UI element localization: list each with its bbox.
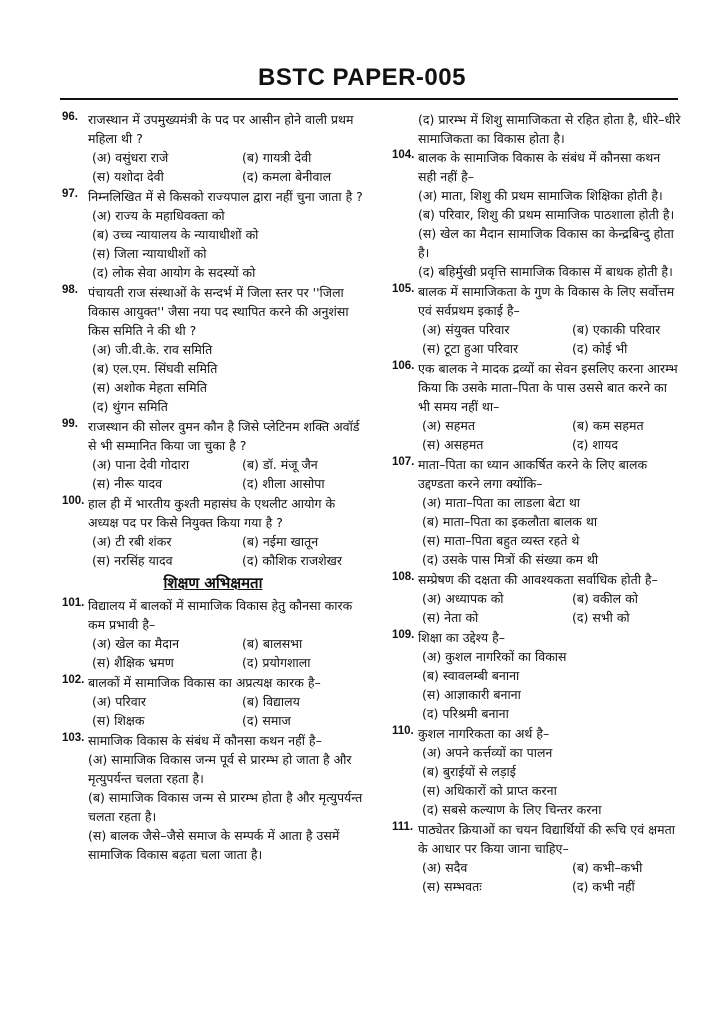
question-text: बालक के सामाजिक विकास के संबंध में कौनसा कथन सही नहीं है– — [418, 150, 661, 184]
question-106 — [392, 359, 682, 454]
question-number: 105. — [392, 283, 415, 295]
option-d: (द) थुंगन समिति — [92, 399, 168, 414]
question-text: एक बालक ने मादक द्रव्यों का सेवन इसलिए करना आरम्भ किया कि उसके माता–पिता के पास उससे बात करने का भी समय नहीं था– — [418, 361, 678, 414]
option-d: (द) शीला आसोपा — [242, 476, 325, 491]
question-number: 100. — [62, 495, 85, 507]
option-c: (स) खेल का मैदान सामाजिक विकास का केन्द्रबिन्दु होता है। — [418, 226, 674, 260]
option-c: (स) नरसिंह यादव — [92, 553, 173, 568]
option-c: (स) यशोदा देवी — [92, 169, 164, 184]
question-text: सामाजिक विकास के संबंध में कौनसा कथन नहीं है– — [88, 733, 322, 748]
option-d: (द) बहिर्मुखी प्रवृत्ति सामाजिक विकास में बाधक होती है। — [418, 264, 673, 279]
option-b: (ब) विद्यालय — [242, 694, 300, 709]
question-text: बालक में सामाजिकता के गुण के विकास के लिए सर्वोत्तम एवं सर्वप्रथम इकाई है– — [418, 284, 675, 318]
page-title: BSTC PAPER-005 — [258, 64, 466, 91]
question-number: 102. — [62, 674, 85, 686]
option-b: (ब) उच्च न्यायालय के न्यायाधीशों को — [92, 227, 259, 242]
option-b: (ब) गायत्री देवी — [242, 150, 312, 165]
question-110 — [392, 724, 682, 819]
option-d: (द) सबसे कल्याण के लिए चिन्तर करना — [422, 802, 602, 817]
question-111 — [392, 820, 682, 896]
question-number: 98. — [62, 284, 78, 296]
option-c: (स) सम्भवतः — [422, 879, 482, 894]
question-97 — [62, 187, 364, 282]
question-text: माता–पिता का ध्यान आकर्षित करने के लिए बालक उद्दण्डता करने लगा क्योंकि– — [418, 457, 648, 491]
option-a: (अ) कुशल नागरिकों का विकास — [422, 649, 567, 664]
option-d: (द) कभी नहीं — [572, 879, 635, 894]
question-text: निम्नलिखित में से किसको राज्यपाल द्वारा नहीं चुना जाता है ? — [88, 189, 363, 204]
option-d: (द) शायद — [572, 437, 618, 452]
option-b: (ब) माता–पिता का इकलौता बालक था — [422, 514, 598, 529]
option-b: (ब) कम सहमत — [572, 418, 644, 433]
option-c: (स) बालक जैसे–जैसे समाज के सम्पर्क में आता है उसमें सामाजिक विकास बढ़ता चला जाता है। — [88, 828, 340, 862]
question-101 — [62, 596, 364, 672]
option-b: (ब) बुराईयों से लड़ाई — [422, 764, 516, 779]
option-b: (ब) बालसभा — [242, 636, 303, 651]
option-a: (अ) सदैव — [422, 860, 468, 875]
question-number: 104. — [392, 149, 415, 161]
section-heading: शिक्षण अभिक्षमता — [163, 574, 263, 592]
option-d: (द) कोई भी — [572, 341, 628, 356]
option-c: (स) जिला न्यायाधीशों को — [92, 246, 207, 261]
option-b: (ब) नईमा खातून — [242, 534, 319, 549]
option-a: (अ) वसुंधरा राजे — [92, 150, 169, 165]
option-d: (द) समाज — [242, 713, 291, 728]
option-a: (अ) अपने कर्त्तव्यों का पालन — [422, 745, 553, 760]
question-105 — [392, 282, 682, 358]
question-number: 109. — [392, 629, 415, 641]
option-a: (अ) जी.वी.के. राव समिति — [92, 342, 213, 357]
question-number: 96. — [62, 111, 78, 123]
option-c: (स) शिक्षक — [92, 713, 145, 728]
option-c: (स) नेता को — [422, 610, 479, 625]
option-c: (स) अशोक मेहता समिति — [92, 380, 208, 395]
question-number: 103. — [62, 732, 85, 744]
option-a: (अ) परिवार — [92, 694, 147, 709]
option-b: (ब) एल.एम. सिंघवी समिति — [92, 361, 218, 376]
left-column — [62, 110, 364, 865]
question-text: शिक्षा का उद्देश्य है– — [418, 630, 506, 645]
option-a: (अ) माता–पिता का लाडला बेटा था — [422, 495, 581, 510]
option-d: (द) उसके पास मित्रों की संख्या कम थी — [422, 552, 599, 567]
option-b: (ब) डॉ. मंजू जैन — [242, 457, 318, 472]
option-d: (द) कमला बेनीवाल — [242, 169, 332, 184]
option-d: (द) सभी को — [572, 610, 630, 625]
option-d: (द) परिश्रमी बनाना — [422, 706, 509, 721]
option-d-continued: (द) प्रारम्भ में शिशु सामाजिकता से रहित होता है, धीरे–धीरे सामाजिकता का विकास होता है। — [418, 112, 681, 146]
question-text: विद्यालय में बालकों में सामाजिक विकास हेतु कौनसा कारक कम प्रभावी है– — [88, 598, 353, 632]
option-a: (अ) माता, शिशु की प्रथम सामाजिक शिक्षिका होती है। — [418, 188, 663, 203]
option-d: (द) लोक सेवा आयोग के सदस्यों को — [92, 265, 256, 280]
option-a: (अ) राज्य के महाधिवक्ता को — [92, 208, 225, 223]
question-103 — [62, 731, 364, 864]
question-text: राजस्थान में उपमुख्यमंत्री के पद पर आसीन होने वाली प्रथम महिला थी ? — [88, 112, 354, 146]
option-c: (स) शैक्षिक भ्रमण — [92, 655, 174, 670]
question-100 — [62, 494, 364, 570]
option-d: (द) कौशिक राजशेखर — [242, 553, 342, 568]
question-number: 107. — [392, 456, 415, 468]
question-98 — [62, 283, 364, 416]
question-number: 110. — [392, 725, 414, 737]
option-a: (अ) अध्यापक को — [422, 591, 504, 606]
right-column — [392, 110, 682, 897]
option-a: (अ) सामाजिक विकास जन्म पूर्व से प्रारम्भ हो जाता है और मृत्युपर्यन्त चलता रहता है। — [88, 752, 352, 786]
option-c: (स) असहमत — [422, 437, 484, 452]
option-b: (ब) एकाकी परिवार — [572, 322, 661, 337]
question-text: राजस्थान की सोलर वुमन कौन है जिसे प्लेटिनम शक्ति अवॉर्ड से भी सम्मानित किया जा चुका है ? — [88, 419, 360, 453]
question-number: 99. — [62, 418, 78, 430]
question-number: 108. — [392, 571, 415, 583]
question-108 — [392, 570, 682, 627]
question-text: कुशल नागरिकता का अर्थ है– — [418, 726, 550, 741]
option-d: (द) प्रयोगशाला — [242, 655, 311, 670]
option-a: (अ) खेल का मैदान — [92, 636, 180, 651]
question-text: सम्प्रेषण की दक्षता की आवश्यकता सर्वाधिक होती है– — [418, 572, 658, 587]
option-b: (ब) वकील को — [572, 591, 638, 606]
option-a: (अ) पाना देवी गोदारा — [92, 457, 190, 472]
question-102 — [62, 673, 364, 730]
option-c: (स) माता–पिता बहुत व्यस्त रहते थे — [422, 533, 580, 548]
question-text: पंचायती राज संस्थाओं के सन्दर्भ में जिला स्तर पर ''जिला विकास आयुक्त'' जैसा नया पद स्थापित करने की अनुशंसा किस समिति ने की थी ? — [88, 285, 349, 338]
option-a: (अ) सहमत — [422, 418, 475, 433]
question-text: हाल ही में भारतीय कुश्ती महासंघ के एथलीट आयोग के अध्यक्ष पद पर किसे नियुक्त किया गया है ? — [88, 496, 336, 530]
option-a: (अ) टी रबी शंकर — [92, 534, 172, 549]
option-c: (स) आज्ञाकारी बनाना — [422, 687, 521, 702]
option-c: (स) अधिकारों को प्राप्त करना — [422, 783, 557, 798]
option-a: (अ) संयुक्त परिवार — [422, 322, 510, 337]
question-text: पाठ्येतर क्रियाओं का चयन विद्यार्थियों की रूचि एवं क्षमता के आधार पर किया जाना चाहिए– — [418, 822, 675, 856]
option-b: (ब) कभी–कभी — [572, 860, 643, 875]
option-c: (स) टूटा हुआ परिवार — [422, 341, 519, 356]
question-text: बालकों में सामाजिक विकास का अप्रत्यक्ष कारक है– — [88, 675, 321, 690]
question-99 — [62, 417, 364, 493]
question-number: 106. — [392, 360, 415, 372]
title-divider — [60, 98, 678, 100]
question-107 — [392, 455, 682, 569]
question-104 — [392, 148, 682, 281]
option-b: (ब) परिवार, शिशु की प्रथम सामाजिक पाठशाला होती है। — [418, 207, 675, 222]
question-number: 111. — [392, 821, 414, 833]
question-96 — [62, 110, 364, 186]
option-c: (स) नीरू यादव — [92, 476, 163, 491]
option-b: (ब) सामाजिक विकास जन्म से प्रारम्भ होता है और मृत्युपर्यन्त चलता रहता है। — [88, 790, 363, 824]
question-109 — [392, 628, 682, 723]
option-b: (ब) स्वावलम्बी बनाना — [422, 668, 520, 683]
question-number: 101. — [62, 597, 85, 609]
question-number: 97. — [62, 188, 78, 200]
